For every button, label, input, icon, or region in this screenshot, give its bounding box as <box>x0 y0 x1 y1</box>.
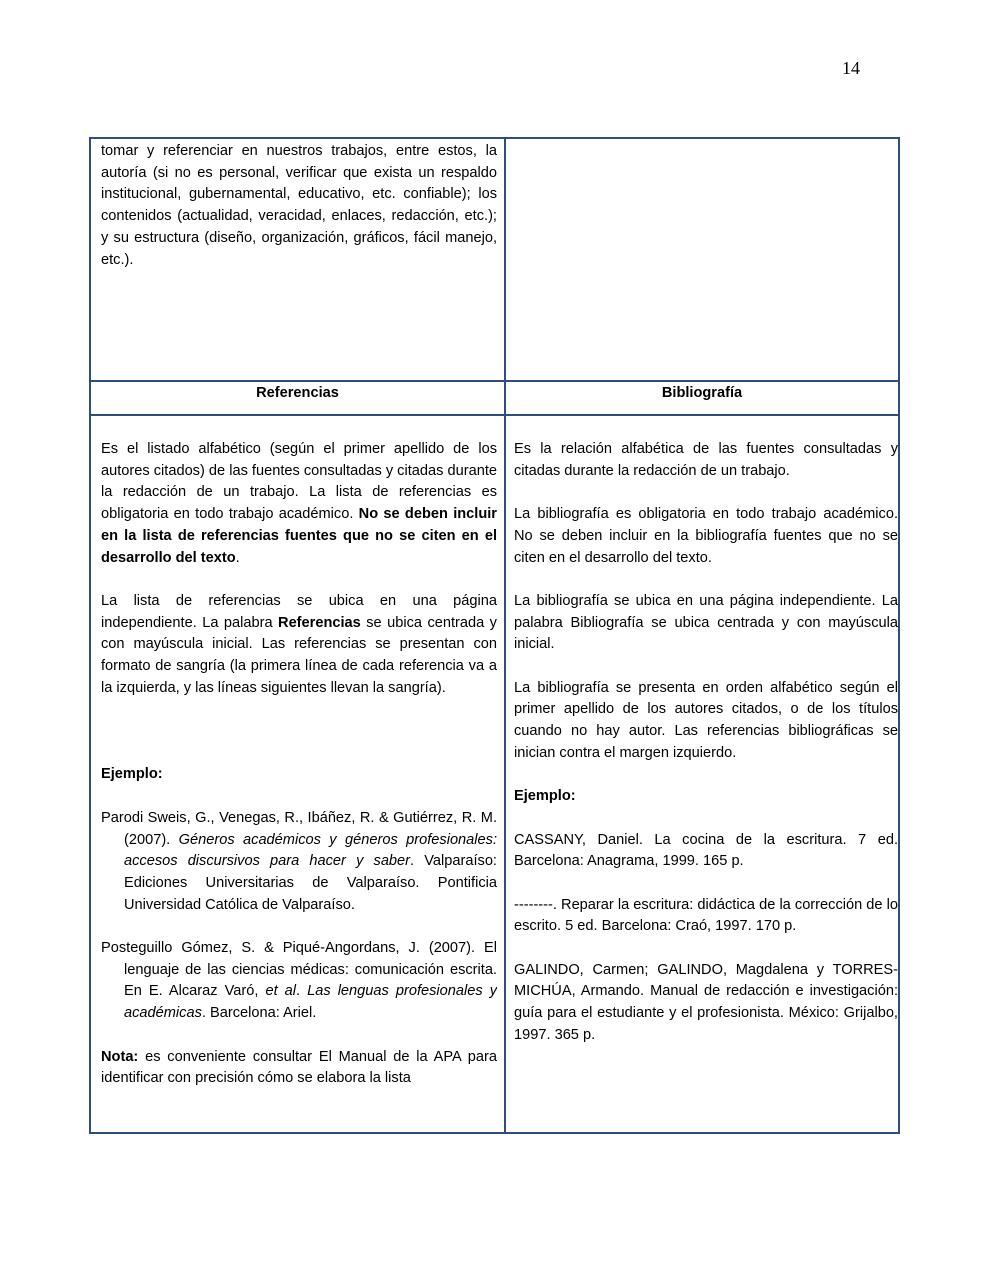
ref2-sep: . <box>296 983 308 1000</box>
column-divider <box>504 139 506 1132</box>
bibliografia-example-3: GALINDO, Carmen; GALINDO, Magdalena y TORRES-MICHÚA, Armando. Manual de redacción e investigación: guía para el estudiante y el profesionista. México: Grijalbo, 1997. 365 p. <box>514 961 898 1043</box>
referencias-p2-text-end: se ubica centrada y con mayúscula inicial. Las referencias se presentan con formato de sangría (la primera línea de cada referencia va a la izquierda, y las líneas siguientes llevan la sangría). <box>101 614 497 696</box>
referencias-example-1 <box>101 808 497 917</box>
referencias-p2-bold: Referencias <box>278 614 361 631</box>
ref2-etal: et al <box>265 983 297 1000</box>
referencias-example-label-text: Ejemplo: <box>101 766 163 783</box>
continuation-cell <box>101 141 497 377</box>
referencias-p2-text: La lista de referencias se ubica en una página independiente. La palabra <box>101 592 497 631</box>
referencias-paragraph-2 <box>101 591 497 700</box>
bibliografia-paragraph-3: La bibliografía se ubica en una página independiente. La palabra Bibliografía se ubica centrada y con mayúscula inicial. <box>514 592 898 653</box>
referencias-note <box>101 1047 497 1090</box>
header-referencias: Referencias <box>256 385 339 401</box>
ref1-publisher: . Valparaíso: Ediciones Universitarias de Valparaíso. Pontificia Universidad Católica de Valparaíso. <box>124 853 497 913</box>
ref1-title: Géneros académicos y géneros profesionales: accesos discursivos para hacer y saber <box>124 831 497 870</box>
bibliografia-example-label <box>514 786 898 808</box>
ref2-authors: Posteguillo Gómez, S. & Piqué-Angordans, J. (2007). El lenguaje de las ciencias médicas: comunicación escrita. En E. Alcaraz Varó, <box>101 940 497 1000</box>
ref2-book-title: Las lenguas profesionales y académicas <box>124 983 497 1022</box>
bibliografia-cell <box>514 439 898 1132</box>
note-label: Nota: <box>101 1048 139 1065</box>
comparison-table <box>89 137 900 1134</box>
bibliografia-paragraph-1: Es la relación alfabética de las fuentes consultadas y citadas durante la redacción de un trabajo. <box>514 441 898 479</box>
header-bibliografia: Bibliografía <box>661 385 743 401</box>
referencias-example-2 <box>101 938 497 1025</box>
bibliografia-example-1: CASSANY, Daniel. La cocina de la escritura. 7 ed. Barcelona: Anagrama, 1999. 165 p. <box>514 831 898 870</box>
bibliografia-example-2: --------. Reparar la escritura: didáctica de la corrección de lo escrito. 5 ed. Barcelona: Craó, 1997. 170 p. <box>514 896 898 935</box>
ref1-authors: Parodi Sweis, G., Venegas, R., Ibáñez, R. & Gutiérrez, R. M. (2007). <box>101 809 497 848</box>
referencias-p1-end: . <box>235 549 240 566</box>
empty-cell <box>516 141 896 377</box>
referencias-p1-bold: No se deben incluir en la lista de referencias fuentes que no se citen en el desarrollo del texto <box>101 506 497 566</box>
note-text: es conveniente consultar El Manual de la APA para identificar con precisión cómo se elabora la lista <box>101 1048 497 1087</box>
continuation-text: tomar y referenciar en nuestros trabajos, entre estos, la autoría (si no es personal, verificar que exista un respaldo institucional, gubernamental, educativo, etc. confiable); los contenidos (actualidad, veracidad, enlaces, redacción, etc.); y su estructura (diseño, organización, gráficos, fácil manejo, etc.). <box>101 143 497 268</box>
ref2-publisher: . Barcelona: Ariel. <box>201 1005 317 1022</box>
referencias-example-label <box>101 764 497 786</box>
referencias-cell <box>101 439 497 1132</box>
bibliografia-paragraph-4: La bibliografía se presenta en orden alfabético según el primer apellido de los autores citados, o de los títulos cuando no hay autor. Las referencias bibliográficas se inician contra el margen izquierdo. <box>514 679 898 761</box>
bibliografia-paragraph-2: La bibliografía es obligatoria en todo trabajo académico. No se deben incluir en la bibliografía fuentes que no se citen en el desarrollo del texto. <box>514 506 898 566</box>
referencias-paragraph-1 <box>101 439 497 569</box>
referencias-p1-text: Es el listado alfabético (según el primer apellido de los autores citados) de las fuentes consultadas y citadas durante la redacción de un trabajo. La lista de referencias es obligatoria en todo trabajo académico. <box>101 441 497 523</box>
header-divider <box>91 414 898 416</box>
bibliografia-example-label-text: Ejemplo: <box>514 788 576 805</box>
page-number: 14 <box>842 58 860 78</box>
